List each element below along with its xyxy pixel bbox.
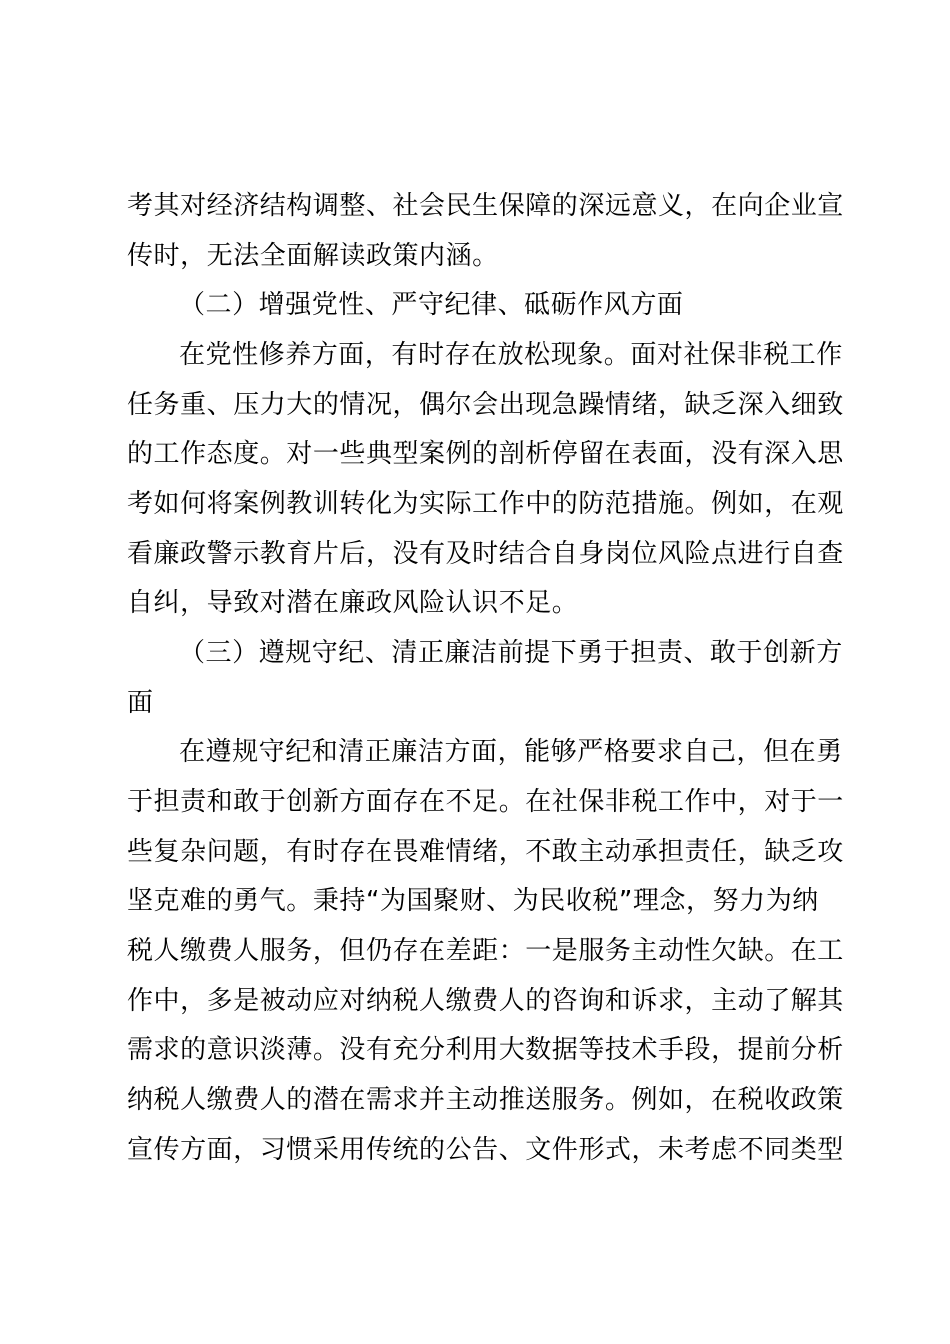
paragraph-line: 任务重、压力大的情况，偶尔会出现急躁情绪，缺乏深入细致 (127, 390, 844, 420)
paragraph-line: 的工作态度。对一些典型案例的剖析停留在表面，没有深入思 (127, 439, 844, 469)
section-heading-continued: 面 (127, 688, 154, 718)
paragraph-line: 宣传方面，习惯采用传统的公告、文件形式，未考虑不同类型 (127, 1135, 844, 1165)
paragraph-line: 纳税人缴费人的潜在需求并主动推送服务。例如，在税收政策 (127, 1085, 844, 1115)
paragraph-line: 自纠，导致对潜在廉政风险认识不足。 (127, 588, 579, 618)
paragraph-line: 在党性修养方面，有时存在放松现象。面对社保非税工作 (179, 340, 843, 370)
section-heading: （三）遵规守纪、清正廉洁前提下勇于担责、敢于创新方 (179, 638, 843, 668)
paragraph-line: 税人缴费人服务，但仍存在差距：一是服务主动性欠缺。在工 (127, 936, 844, 966)
paragraph-line: 需求的意识淡薄。没有充分利用大数据等技术手段，提前分析 (127, 1035, 844, 1065)
paragraph-line: 传时，无法全面解读政策内涵。 (127, 241, 499, 271)
paragraph-line: 在遵规守纪和清正廉洁方面，能够严格要求自己，但在勇 (179, 737, 843, 767)
paragraph-line: 考如何将案例教训转化为实际工作中的防范措施。例如，在观 (127, 489, 844, 519)
paragraph-line: 作中，多是被动应对纳税人缴费人的咨询和诉求，主动了解其 (127, 986, 844, 1016)
paragraph-line: 看廉政警示教育片后，没有及时结合自身岗位风险点进行自查 (127, 539, 844, 569)
paragraph-line: 些复杂问题，有时存在畏难情绪，不敢主动承担责任，缺乏攻 (127, 837, 844, 867)
section-heading: （二）增强党性、严守纪律、砥砺作风方面 (179, 290, 684, 320)
paragraph-line: 于担责和敢于创新方面存在不足。在社保非税工作中，对于一 (127, 787, 844, 817)
paragraph-line: 考其对经济结构调整、社会民生保障的深远意义，在向企业宣 (127, 191, 844, 221)
paragraph-line: 坚克难的勇气。秉持“为国聚财、为民收税”理念，努力为纳 (127, 886, 819, 916)
